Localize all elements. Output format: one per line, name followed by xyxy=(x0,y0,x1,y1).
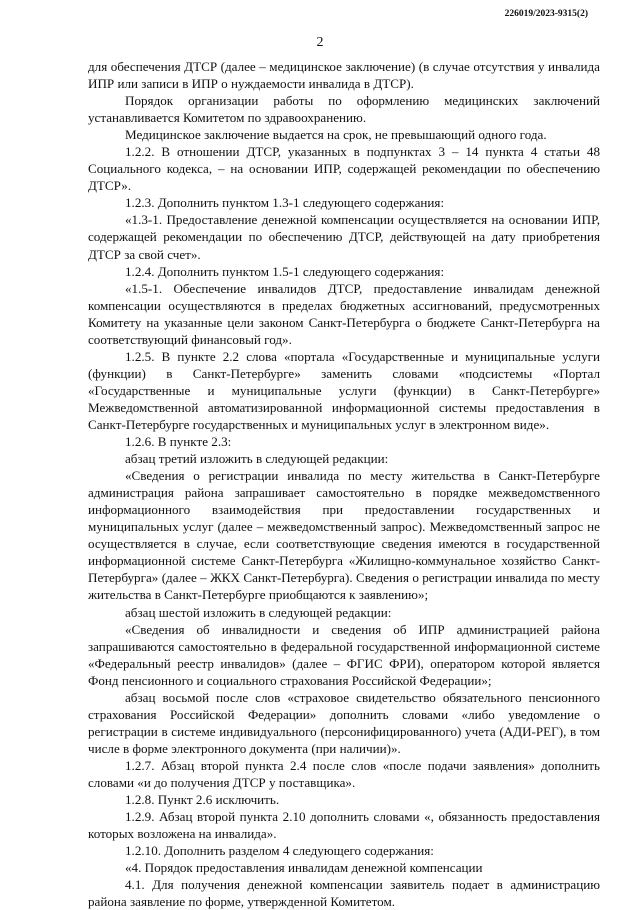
paragraph: «1.3-1. Предоставление денежной компенсации осуществляется на основании ИПР, содержащей рекомендации по обеспечению ДТСР, действующей на дату приобретения ДТСР за свой счет». xyxy=(88,212,600,262)
paragraph: 1.2.4. Дополнить пунктом 1.5-1 следующего содержания: xyxy=(125,263,445,279)
paragraph: Порядок организации работы по оформлению медицинских заключений устанавливается Комитетом по здравоохранению. xyxy=(88,93,600,126)
paragraph: «Сведения о регистрации инвалида по месту жительства в Санкт-Петербурге администрация района запрашивает самостоятельно в порядке межведомственного информационного взаимодействия при предоставлении государственных и муниципальных услуг (далее – межведомственный запрос). Межведомственный запрос не осуществляется в случае, если соответствующие сведения имеются в государственной информационной системе Санкт-Петербурга «Жилищно-коммунальное хозяйство Санкт-Петербурга» (далее – ЖКХ Санкт-Петербурга). Сведения о регистрации инвалида по месту жительства в Санкт-Петербурге приобщаются к заявлению»; xyxy=(88,468,600,603)
paragraph: 1.2.10. Дополнить разделом 4 следующего содержания: xyxy=(125,843,434,859)
paragraph: 1.2.6. В пункте 2.3: xyxy=(125,434,232,450)
paragraph: «1.5-1. Обеспечение инвалидов ДТСР, предоставление инвалидам денежной компенсации осуществляются в пределах бюджетных ассигнований, предусмотренных Комитету на указанные цели законом Санкт-Петербурга о бюджете Санкт-Петербурга на соответствующий финансовый год». xyxy=(88,280,600,347)
document-id: 226019/2023-9315(2) xyxy=(504,9,588,19)
paragraph: 1.2.5. В пункте 2.2 слова «портала «Государственные и муниципальные услуги (функции) в Санкт-Петербурге» заменить словами «подсистемы «Портал «Государственные и муниципальные услуги (функции) в Санкт-Петербурге» Межведомственной автоматизированной информационной системы предоставления в Санкт-Петербурге государственных и муниципальных услуг в электронном виде». xyxy=(88,348,600,432)
section-heading: «4. Порядок предоставления инвалидам денежной компенсации xyxy=(125,860,483,876)
paragraph: 4.1. Для получения денежной компенсации заявитель подает в администрацию района заявление по форме, утвержденной Комитетом. xyxy=(88,877,600,910)
paragraph: абзац восьмой после слов «страховое свидетельство обязательного пенсионного страхования Российской Федерации» дополнить словами «либо уведомление о регистрации в системе индивидуального (персонифицированного) учета (АДИ-РЕГ), в том числе в форме электронного документа (при наличии)». xyxy=(88,689,600,756)
paragraph: 1.2.3. Дополнить пунктом 1.3-1 следующего содержания: xyxy=(125,195,445,211)
paragraph: «Сведения об инвалидности и сведения об ИПР администрацией района запрашиваются самостоятельно в федеральной государственной информационной системе «Федеральный реестр инвалидов» (далее – ФГИС ФРИ), оператором которой является Фонд пенсионного и социального страхования Российской Федерации»; xyxy=(88,621,600,688)
paragraph: 1.2.7. Абзац второй пункта 2.4 после слов «после подачи заявления» дополнить словами «и до получения ДТСР у поставщика». xyxy=(88,757,600,790)
paragraph: 1.2.8. Пункт 2.6 исключить. xyxy=(125,792,280,808)
paragraph: Медицинское заключение выдается на срок, не превышающий одного года. xyxy=(125,127,547,143)
paragraph: 1.2.9. Абзац второй пункта 2.10 дополнить словами «, обязанность предоставления которых возложена на инвалида». xyxy=(88,809,600,842)
paragraph: абзац третий изложить в следующей редакции: xyxy=(125,451,389,467)
paragraph: абзац шестой изложить в следующей редакции: xyxy=(125,604,392,620)
paragraph: 1.2.2. В отношении ДТСР, указанных в подпунктах 3 – 14 пункта 4 статьи 48 Социального кодекса, – на основании ИПР, содержащей рекомендации по обеспечению ДТСР». xyxy=(88,144,600,194)
paragraph: для обеспечения ДТСР (далее – медицинское заключение) (в случае отсутствия у инвалида ИПР или записи в ИПР о нуждаемости инвалида в ДТСР). xyxy=(88,59,600,92)
document-body xyxy=(88,58,600,910)
page-number: 2 xyxy=(316,35,324,50)
